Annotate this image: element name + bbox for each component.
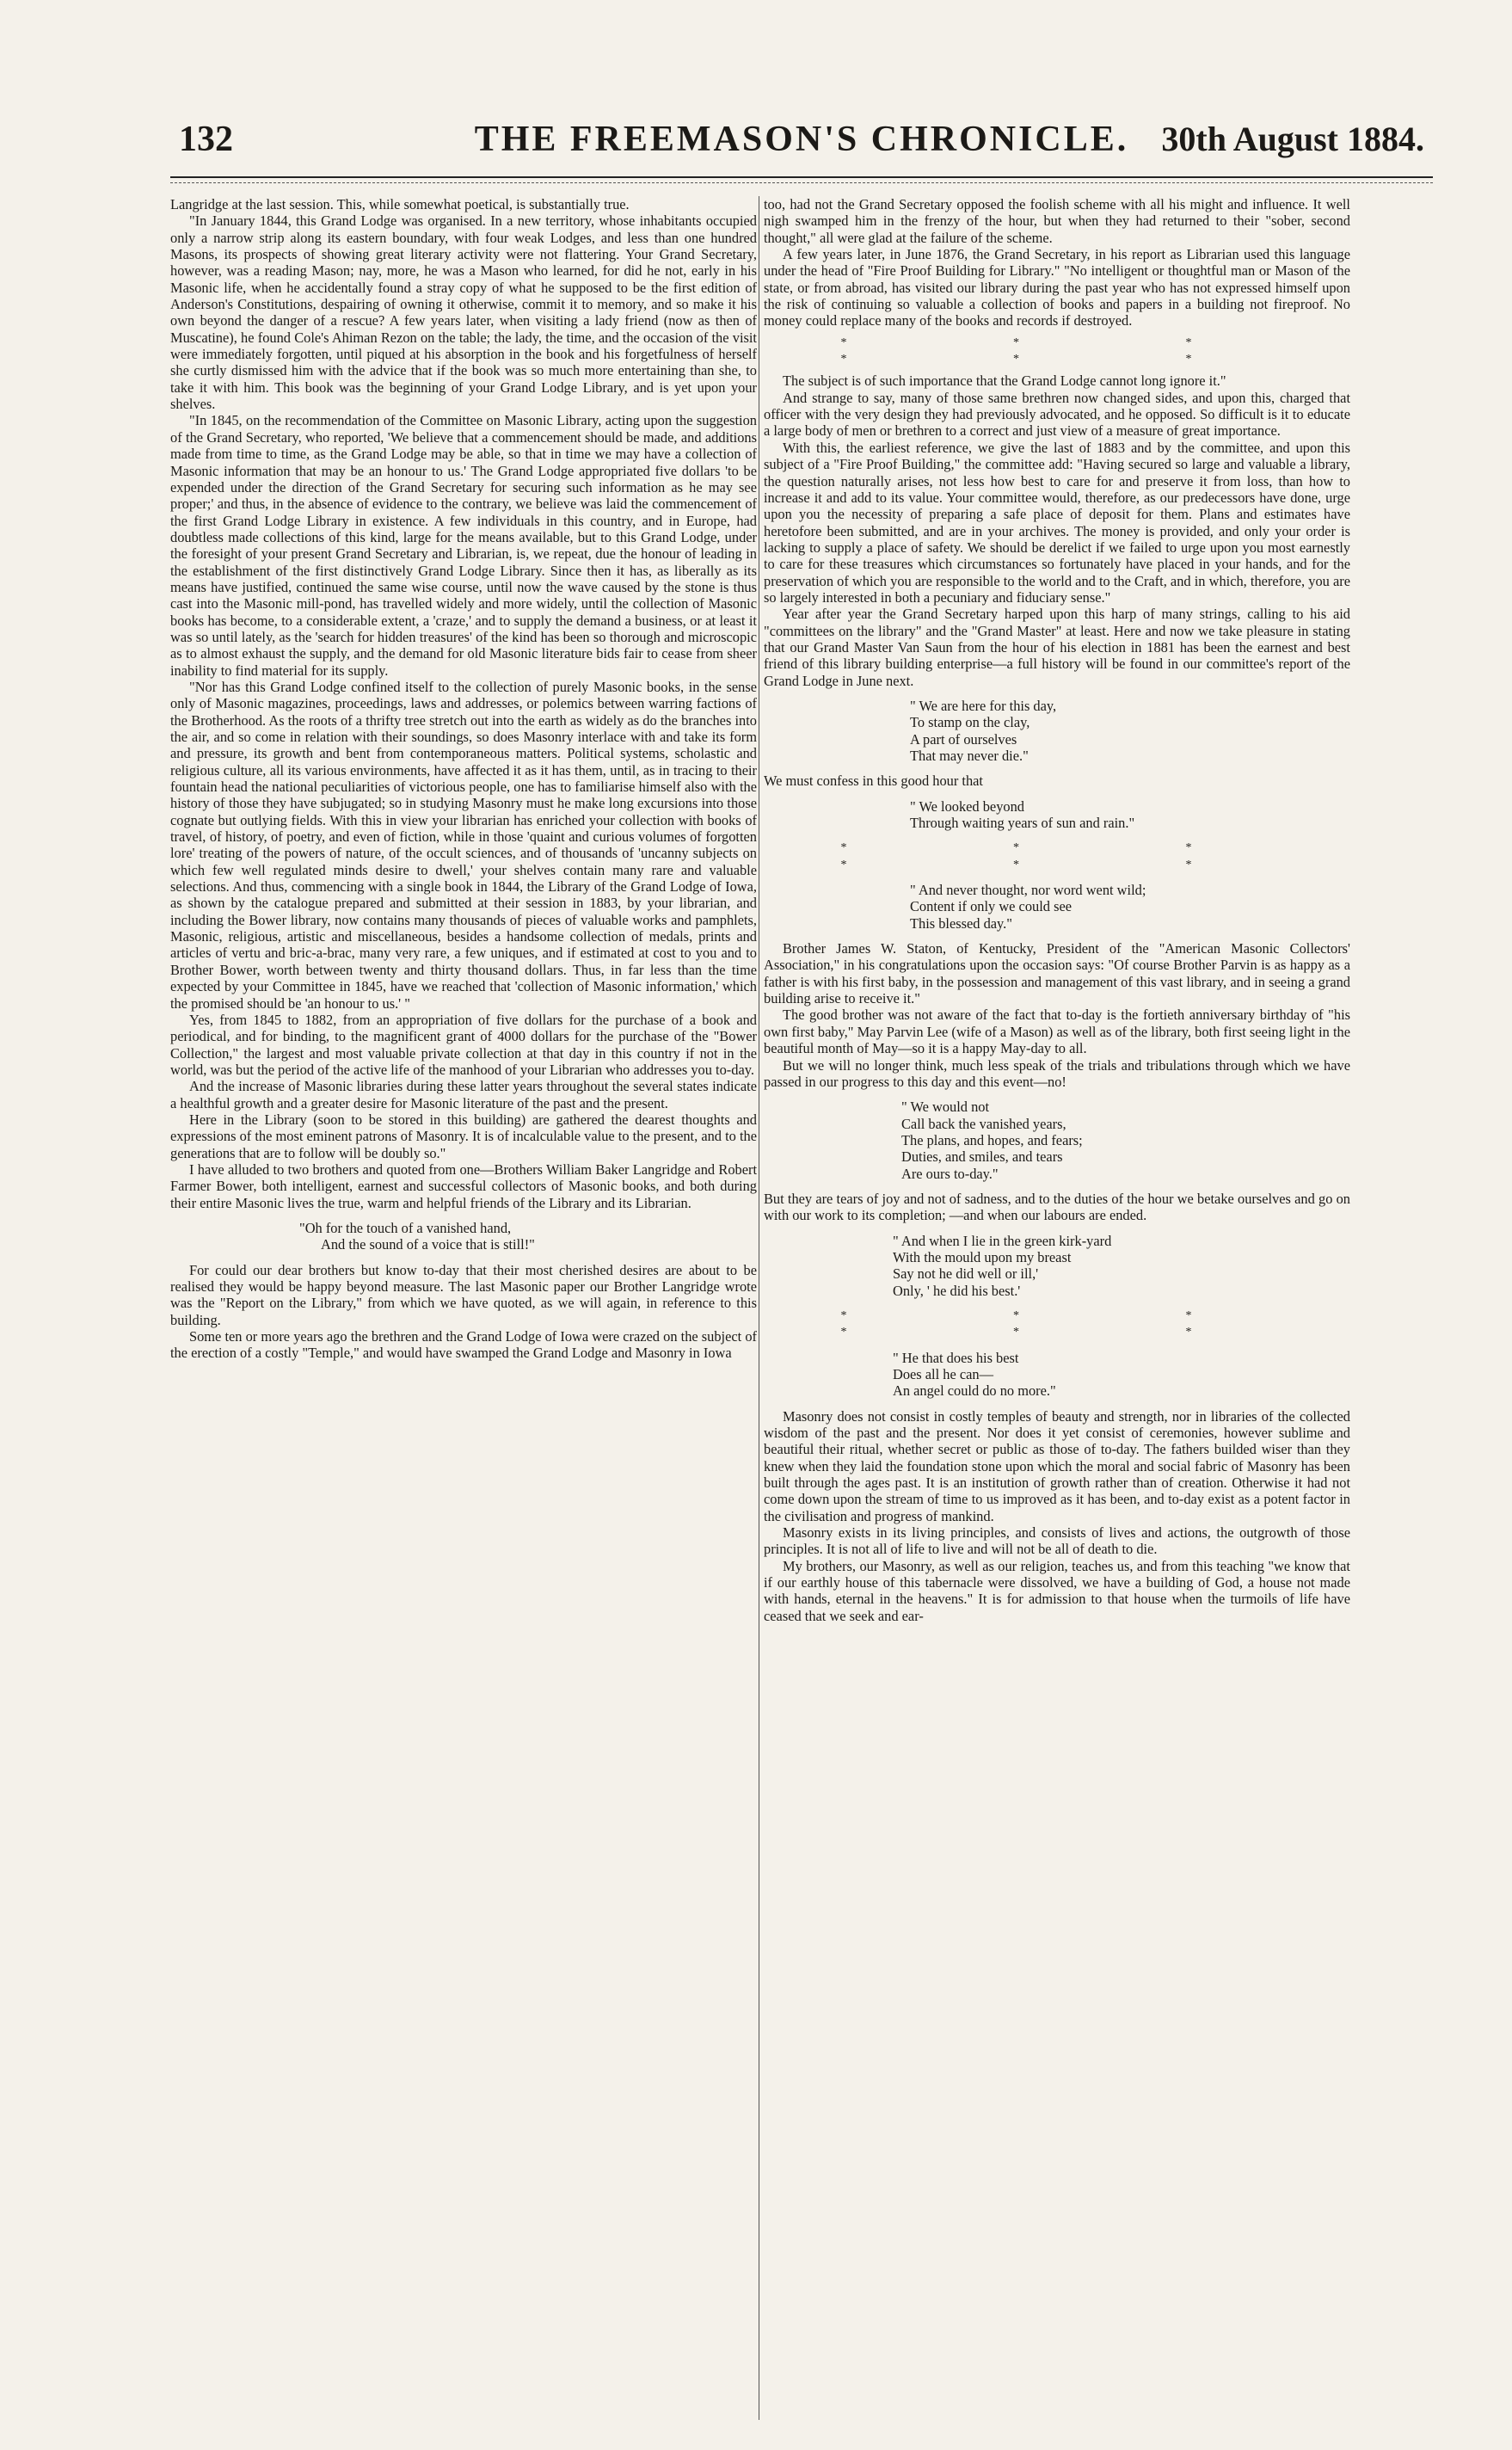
verse-line: With the mould upon my breast	[893, 1248, 1072, 1265]
verse-line: " We looked beyond	[910, 797, 1024, 815]
paragraph: A few years later, in June 1876, the Grand Secretary, in his report as Librarian used this language under the head of "Fire Proof Building for Library." "No intelligent or thoughtful man or Mason of the state, or from abroad, has visited our library during the past year who has not expressed himself upon the risk of continuing so valuable a collection of books and papers in a building not fireproof. No money could replace many of the books and records if destroyed.	[764, 246, 1350, 329]
paragraph: And the increase of Masonic libraries during these latter years throughout the several states indicate a healthful growth and a greater desire for Masonic literature of the past and the present.	[170, 1078, 757, 1111]
verse-line: Does all he can—	[893, 1366, 993, 1382]
paragraph: "In 1845, on the recommendation of the Committee on Masonic Library, acting upon the suggestion of the Grand Secretary, who reported, 'We believe that a commencement should be made, and additions made from time to time, as the Grand Lodge may be able, so that in time we may have a collection of Masonic information that may be an honour to us.' The Grand Lodge appropriated five dollars 'to be expended under the direction of the Grand Secretary for securing such information as he may see proper;' and thus, in the absence of evidence to the contrary, we believe was laid the commencement of the first Grand Lodge Library in existence. A few individuals in this country, and in Europe, had doubtless made collections of this kind, large for the means available, but to this Grand Lodge, under the foresight of your present Grand Secretary and Librarian, is, we repeat, due the honour of leading in the establishment of the first distinctively Grand Lodge Library. Since then it has, as liberally as its means have justified, continued the same wise course, until now the wave caused by the stone is thus cast into the Masonic mill-pond, has travelled widely and more widely, until the collection of Masonic books has become, to a considerable extent, a 'craze,' and to supply the demand a business, or at least it was so until lately, as the 'search for hidden treasures' of the kind has been so thorough and microscopic as to almost exhaust the supply, and the demand for old Masonic literature bids fair to cease from sheer inability to find material for its supply.	[170, 412, 757, 679]
verse-quote	[764, 1233, 1350, 1299]
verse-quote	[764, 1099, 1350, 1182]
paragraph: Masonry does not consist in costly temples of beauty and strength, nor in libraries of the collected wisdom of the past and the present. Nor does it yet consist of ceremonies, however sublime and beautiful their ritual, whether secret or public as those of to-day. The fathers builded wiser than they knew when they laid the foundation stone upon which the moral and social fabric of Masonry has been built through the ages past. It is an institution of growth rather than of creation. Otherwise it had not come down upon the stream of time to us improved as it has been, and to-day exist as a potent factor in the civilisation and progress of mankind.	[764, 1407, 1350, 1524]
verse-line: " We would not	[901, 1099, 990, 1116]
verse-line: A part of ourselves	[910, 730, 1017, 748]
star-separator: * * * * * *	[840, 1308, 1274, 1339]
paragraph: Here in the Library (soon to be stored in this building) are gathered the dearest thoughts and expressions of the most eminent patrons of Masonry. It is of incalculable value to the present, and to the generations that are to follow will be doubly so."	[170, 1111, 757, 1161]
verse-quote	[764, 1350, 1350, 1400]
verse-line: Duties, and smiles, and tears	[901, 1148, 1063, 1166]
verse-line: This blessed day."	[910, 914, 1012, 932]
verse-line: Say not he did well or ill,'	[893, 1265, 1039, 1283]
verse-line: Only, ' he did his best.'	[893, 1282, 1021, 1299]
verse-quote	[764, 698, 1350, 764]
verse-quote	[764, 798, 1350, 832]
star-separator: * * * * * *	[840, 841, 1274, 871]
paragraph: too, had not the Grand Secretary opposed the foolish scheme with all his might and influence. It well nigh swamped him in the frenzy of the hour, but when they had returned to their "sober, second thought," all were glad at the failure of the scheme.	[764, 196, 1350, 246]
verse-line: " We are here for this day,	[910, 697, 1057, 714]
paragraph: "In January 1844, this Grand Lodge was organised. In a new territory, whose inhabitants occupied only a narrow strip along its eastern boundary, with four weak Lodges, and less than one hundred Masons, its prospects of showing great literary activity were not flattering. Your Grand Secretary, however, was a reading Mason; nay, more, he was a Mason who learned, for did he not, early in his Masonic life, when he accidentally found a stray copy of what he supposed to be the first edition of Anderson's Constitutions, despairing of owning it otherwise, commit it to memory, and so make it his own beyond the danger of a rescue? A few years later, when visiting a lady friend (now as then of Muscatine), he found Cole's Ahiman Rezon on the table; the lady, the time, and the occasion of the visit were immediately forgotten, until piqued at his absorption in the book and his forgetfulness of herself she curtly dismissed him with the advice that if the book was so much more entertaining than she, to take it with him. This book was the beginning of your Grand Lodge Library, and is yet upon your shelves.	[170, 212, 757, 413]
paragraph: For could our dear brothers but know to-day that their most cherished desires are about to be realised they would be happy beyond measure. The last Masonic paper our Brother Langridge wrote was the "Report on the Library," from which we have quoted, as we will again, in reference to this building.	[170, 1261, 757, 1328]
verse-line: " And never thought, nor word went wild;	[910, 882, 1146, 899]
verse-quote	[170, 1220, 757, 1253]
verse-line: To stamp on the clay,	[910, 714, 1030, 731]
star-separator: * * * * * *	[840, 335, 1274, 366]
verse-line: Call back the vanished years,	[901, 1115, 1066, 1132]
verse-line: " He that does his best	[893, 1349, 1019, 1366]
paragraph: I have alluded to two brothers and quoted from one—Brothers William Baker Langridge and Robert Farmer Bower, both intelligent, earnest and successful collectors of Masonic books, and both during their entire Masonic lives the true, warm and helpful friends of the Library and its Librarian.	[170, 1160, 757, 1211]
masthead	[170, 112, 1433, 172]
paragraph: The good brother was not aware of the fact that to-day is the fortieth anniversary birthday of "his own first baby," May Parvin Lee (wife of a Mason) as well as of the library, both first seeing light in the beautiful month of May—so it is a happy May-day to all.	[764, 1006, 1350, 1057]
paragraph: We must confess in this good hour that	[764, 773, 983, 790]
verse-quote	[764, 882, 1350, 932]
page-number: 132	[179, 120, 233, 159]
paragraph: "Nor has this Grand Lodge confined itself to the collection of purely Masonic books, in the sense only of Masonic magazines, proceedings, laws and addresses, or polemics between warring factions of the Brotherhood. As the roots of a thrifty tree stretch out into the earth as widely as do the branches into the air, and so come in relation with their soundings, so does Masonry interlace with and take its form and pressure, its growth and bent from contemporaneous matters. Political systems, scholastic and religious culture, all its various environments, have affected it as it has them, until, as in tracing to their fountain head the national peculiarities of victorious people, one has to familiarise himself also with the history of those they have subjugated; so in studying Masonry must he make long excursions into those cognate but outlying fields. With this in view your librarian has enriched your collection with books of travel, of history, of poetry, and even of fiction, while in those 'quaint and curious volumes of forgotten lore' treating of the powers of nature, of the occult sciences, and of thousands of 'uncanny subjects on which few well regulated minds desire to dwell,' your shelves contain many rare and valuable selections. And thus, commencing with a single book in 1844, the Library of the Grand Lodge of Iowa, as shown by the catalogue prepared and submitted at their session in 1883, by your librarian, and including the Bower library, now contains many thousands of pieces of valuable works and pamphlets, Masonic, religious, artistic and miscellaneous, besides a handsome collection of medals, prints and articles of vertu and bric-a-brac, many very rare, a few uniques, and if estimated at cost to you and to Brother Bower, worth between twenty and thirty thousand dollars. Thus, in far less than the time expected by your Committee in 1845, have we reached that 'collection of Masonic information,' which the promised should be 'an honour to us.' "	[170, 678, 757, 1012]
verse-line: Content if only we could see	[910, 898, 1072, 915]
left-column	[170, 196, 757, 2420]
paragraph: Langridge at the last session. This, while somewhat poetical, is substantially true.	[170, 196, 630, 212]
paragraph: Brother James W. Staton, of Kentucky, President of the "American Masonic Collectors' Association," in his congratulations upon the occasion says: "Of course Brother Parvin is as happy as a father is with his first baby, in the possession and management of this vast library, and in seeing a grand building arise to receive it."	[764, 940, 1350, 1007]
verse-line: An angel could do no more."	[893, 1382, 1056, 1400]
paragraph: But we will no longer think, much less speak of the trials and tribulations through which we have passed in our progress to this day and this event—no!	[764, 1056, 1350, 1090]
paragraph: But they are tears of joy and not of sadness, and to the duties of the hour we betake ourselves and go on with our work to its completion; —and when our labours are ended.	[764, 1190, 1350, 1224]
verse-line: That may never die."	[910, 748, 1029, 764]
paragraph: With this, the earliest reference, we give the last of 1883 and by the committee, and upon this subject of a "Fire Proof Building," the committee add: "Having secured so large and valuable a library, the question naturally arises, not less how best to care for and preserve it from loss, than how to increase it and add to its value. Your committee would, therefore, as our predecessors have done, urge upon you the necessity of preparing a safe place of deposit for them. Plans and estimates have heretofore been submitted, and are in your archives. The money is provided, and only your order is lacking to supply a place of safety. We should be derelict if we failed to urge upon you most earnestly to care for these treasures which circumstances so fortunately have placed in your hands, and for the preservation of which you are responsible to the world and to the Craft, and in which, therefore, you are so largely interested in both a pecuniary and fiduciary sense."	[764, 439, 1350, 606]
verse-line: The plans, and hopes, and fears;	[901, 1131, 1083, 1148]
paragraph: Yes, from 1845 to 1882, from an appropriation of five dollars for the purchase of a book and periodical, and for binding, to the magnificent grant of 4000 dollars for the purchase of the "Bower Collection," the largest and most valuable private collection at that day in this country if not in the world, was but the period of the active life of the manhood of your Librarian who addresses you to-day.	[170, 1011, 757, 1078]
verse-line: And the sound of a voice that is still!"	[321, 1236, 535, 1253]
issue-date: 30th August 1884.	[1161, 120, 1424, 158]
paragraph: And strange to say, many of those same brethren now changed sides, and upon this, charged that officer with the very design they had previously advocated, and he opposed. So difficult is it to educate a large body of men or brethren to a correct and just view of a measure of great importance.	[764, 389, 1350, 440]
columns	[170, 196, 1433, 2416]
paragraph: Masonry exists in its living principles, and consists of lives and actions, the outgrowth of those principles. It is not all of life to live and will not be all of death to die.	[764, 1524, 1350, 1558]
paragraph: The subject is of such importance that the Grand Lodge cannot long ignore it."	[783, 372, 1226, 390]
right-column	[764, 196, 1350, 2420]
paragraph: Some ten or more years ago the brethren and the Grand Lodge of Iowa were crazed on the subject of the erection of a costly "Temple," and would have swamped the Grand Lodge and Masonry in Iowa	[170, 1328, 757, 1362]
verse-line: Through waiting years of sun and rain."	[910, 815, 1135, 832]
verse-line: Are ours to-day."	[901, 1165, 999, 1182]
header-rule	[170, 176, 1433, 183]
verse-line: " And when I lie in the green kirk-yard	[893, 1232, 1112, 1249]
verse-line: "Oh for the touch of a vanished hand,	[299, 1219, 512, 1236]
newspaper-title: THE FREEMASON'S CHRONICLE.	[474, 120, 1129, 159]
paragraph: My brothers, our Masonry, as well as our religion, teaches us, and from this teaching "we know that if our earthly house of this tabernacle were dissolved, we have a building of God, a house not made with hands, eternal in the heavens." It is for admission to that house when the turmoils of life have ceased that we seek and ear-	[764, 1557, 1350, 1624]
paragraph: Year after year the Grand Secretary harped upon this harp of many strings, calling to his aid "committees on the library" and the "Grand Master" at least. Here and now we take pleasure in stating that our Grand Master Van Saun from the hour of his election in 1881 has been the earnest and best friend of this library building enterprise—a full history will be found in our committee's report of the Grand Lodge in June next.	[764, 606, 1350, 689]
